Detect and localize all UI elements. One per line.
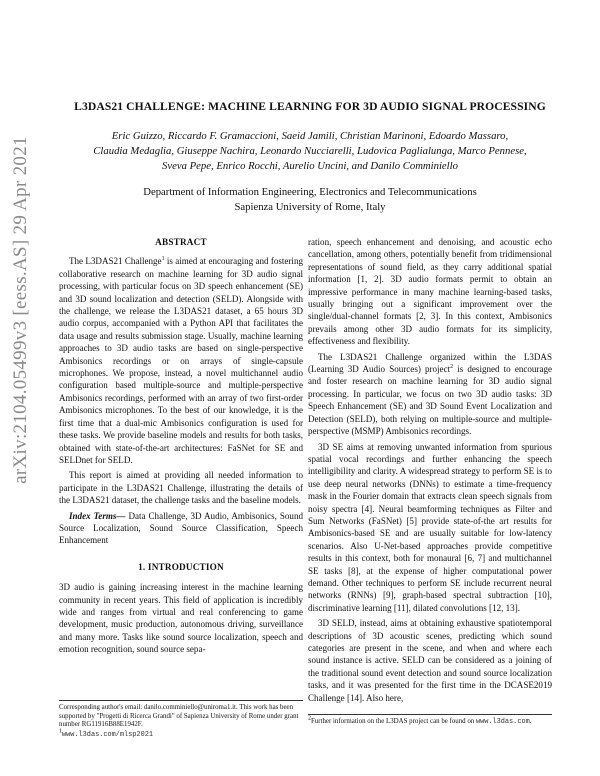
affiliation (60, 185, 560, 215)
footnote-marker: 2 (450, 364, 454, 371)
footnote-1-link[interactable]: www.l3das.com/mlsp2021 (62, 730, 153, 739)
author-line: Sveva Pepe, Enrico Rocchi, Aurelio Uncini, and Danilo Comminiello (162, 160, 458, 172)
author-line: Claudia Medaglia, Giuseppe Nachira, Leonardo Nucciarelli, Ludovica Paglialunga, Marco Pennese, (93, 145, 527, 157)
left-column (59, 236, 303, 659)
abstract-paragraph: This report is aimed at providing all needed information to participate in the L3DAS21 Challenge, illustrating the details of the L3DAS21 dataset, the challenge tasks and the baseline models. (59, 470, 303, 506)
affiliation-university: Sapienza University of Rome, Italy (234, 201, 386, 213)
author-line: Eric Guizzo, Riccardo F. Gramaccioni, Saeid Jamili, Christian Marinoni, Edoardo Massaro, (111, 130, 509, 142)
body-paragraph: ration, speech enhancement and denoising, and acoustic echo cancellation, among others, potentially benefit from tridimensional representations of sound field, as they carry additional spatial information [1, 2]. 3D audio formats permit to obtain an impressive performance in many machine learning-based tasks, usually bringing out a significant improvement over the single/dual-channel formats [2, 3]. In this context, Ambisonics prevails among other 3D audio formats for its simplicity, effectiveness and flexibility. (308, 237, 552, 347)
arxiv-identifier-stamp (4, 40, 38, 580)
body-paragraph: The L3DAS21 Challenge organized within the L3DAS (Learning 3D Audio Sources) project$^2$ is designed to encourage and foster research on machine learning for 3D audio signal processing. In particular, we focus on two 3D audio tasks: 3D Speech Enhancement (SE) and 3D Sound Event Localization and Detection (SELD), both relying on multiple-source and multiple-perspective (MSMP) Ambisonics recordings. (308, 351, 552, 437)
footnote-2-link[interactable]: www.l3das.com (475, 718, 530, 726)
footnote-1: $^1$www.l3das.com/mlsp2021 (59, 728, 153, 739)
arxiv-stamp-text: arXiv:2104.05499v3 [eess.AS] 29 Apr 2021 (10, 136, 32, 484)
abstract-heading: ABSTRACT (155, 237, 207, 247)
body-paragraph: 3D audio is gaining increasing interest in the machine learning community in recent years. This field of application is incredibly wide and ranges from virtual and real conferencing to game development, music production, autonomous driving, surveillance and many more. Tasks like sound source localization, speech and emotion recognition, sound source sepa- (59, 582, 303, 655)
affiliation-department: Department of Information Engineering, Electronics and Telecommunications (143, 186, 477, 198)
author-list (60, 129, 560, 174)
body-paragraph: 3D SELD, instead, aims at obtaining exhaustive spatiotemporal descriptions of 3D acoustic scenes, predicting which sound categories are present in the scene, and when and where each sound instance is active. SELD can be considered as a joining of the traditional sound event detection and sound source localization tasks, and it was presented for the first time in the DCASE2019 Challenge [14]. Also here, (308, 618, 552, 703)
footnote-2: $^2$Further information on the L3DAS project can be found on www.l3das.com. (308, 714, 552, 728)
correspondence-note: Corresponding author's email: danilo.comminiello@uniroma1.it. This work has been supported by "Progetti di Ricerca Grandi" of Sapienza University of Rome under grant number RG11916B88E1942F. (59, 704, 299, 729)
footnotes-left (59, 700, 303, 740)
footnote-marker: 1 (161, 256, 165, 263)
index-terms-label: Index Terms— (69, 510, 126, 521)
right-column (308, 236, 552, 707)
introduction-heading: 1. INTRODUCTION (138, 561, 224, 572)
index-terms-text: Data Challenge, 3D Audio, Ambisonics, Sound Source Localization, Sound Source Classification, Speech Enhancement (59, 510, 303, 546)
paper-title: L3DAS21 CHALLENGE: MACHINE LEARNING FOR 3D AUDIO SIGNAL PROCESSING (74, 100, 546, 113)
index-terms (59, 510, 303, 547)
abstract-paragraph: The L3DAS21 Challenge$^1$ is aimed at encouraging and fostering collaborative research on machine learning for 3D audio signal processing, with particular focus on 3D speech enhancement (SE) and 3D sound localization and detection (SELD). Alongside with the challenge, we release the L3DAS21 dataset, a 65 hours 3D audio corpus, accompanied with a Python API that facilitates the data usage and results submission stage. Usually, machine learning approaches to 3D audio tasks are based on single-perspective Ambisonics recordings or on arrays of single-capsule microphones. We propose, instead, a novel multichannel audio configuration based multiple-source and multiple-perspective Ambisonics recordings, performed with an array of two first-order Ambisonics microphones. To the best of our knowledge, it is the first time that a dual-mic Ambisonics configuration is used for these tasks. We provide baseline models and results for both tasks, obtained with state-of-the-art architectures: FaSNet for SE and SELDnet for SELD. (59, 256, 303, 465)
body-paragraph: 3D SE aims at removing unwanted information from spurious spatial vocal recordings and further enhancing the speech intelligibility and clarity. A widespread strategy to perform SE is to use deep neural networks (DNNs) to estimate a time-frequency mask in the Fourier domain that extracts clean speech signals from noisy spectra [4]. Neural beamforming techniques as Filter and Sum Networks (FaSNet) [5] provide state-of-the art results for Ambisonics-based SE and are usually suitable for low-latency scenarios. Also U-Net-based approaches provide competitive results in this context, both for monaural [6, 7] and multichannel SE tasks [8], at the expense of higher computational power demand. Other techniques to perform SE include recurrent neural networks (RNNs) [9], graph-based spectral subtraction [10], discriminative learning [11], dilated convolutions [12, 13]. (308, 441, 552, 613)
